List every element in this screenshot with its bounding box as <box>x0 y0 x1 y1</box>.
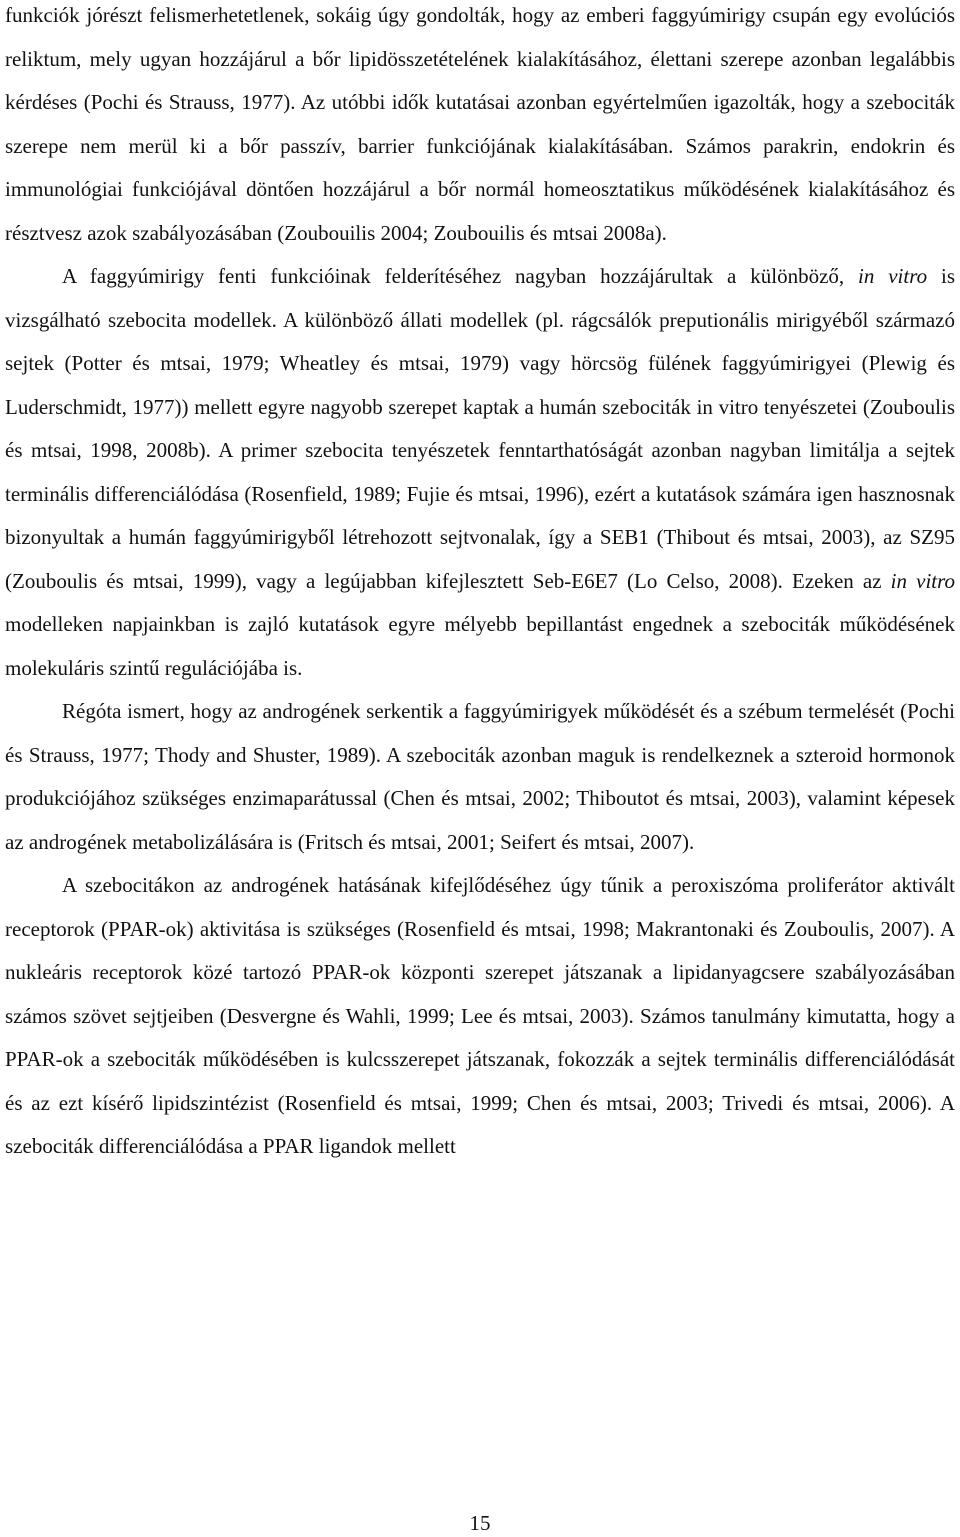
paragraph-text: modelleken napjainkban is zajló kutatások egyre mélyebb bepillantást engednek a szebociták működésének molekuláris szintű regulációjába is. <box>5 612 955 680</box>
document-page <box>5 0 955 1169</box>
body-paragraph <box>5 864 955 1169</box>
body-paragraph <box>5 0 955 255</box>
italic-term: in vitro <box>890 568 956 593</box>
body-paragraph <box>5 690 955 864</box>
page-number: 15 <box>469 1511 491 1535</box>
paragraph-text: funkciók jórészt felismerhetetlenek, sokáig úgy gondolták, hogy az emberi faggyúmirigy csupán egy evolúciós reliktum, mely ugyan hozzájárul a bőr lipidösszetételének kialakításához, élettani szerepe azonban legalábbis kérdéses (Pochi és Strauss, 1977). Az utóbbi idők kutatásai azonban egyértelműen igazolták, hogy a szebociták szerepe nem merül ki a bőr passzív, barrier funkciójának kialakításában. Számos parakrin, endokrin és immunológiai funkciójával döntően hozzájárul a bőr normál homeosztatikus működésének kialakításához és résztvesz azok szabályozásában (Zoubouilis 2004; Zoubouilis és mtsai 2008a). <box>5 3 955 245</box>
paragraph-text: is vizsgálható szebocita modellek. A különböző állati modellek (pl. rágcsálók preputionális mirigyéből származó sejtek (Potter és mtsai, 1979; Wheatley és mtsai, 1979) vagy hörcsög fülének faggyúmirigyei (Plewig és Luderschmidt, 1977)) mellett egyre nagyobb szerepet kaptak a humán szebociták in vitro tenyészetei (Zouboulis és mtsai, 1998, 2008b). A primer szebocita tenyészetek fenntarthatóságát azonban nagyban limitálja a sejtek terminális differenciálódása (Rosenfield, 1989; Fujie és mtsai, 1996), ezért a kutatások számára igen hasznosnak bizonyultak a humán faggyúmirigyből létrehozott sejtvonalak, így a SEB1 (Thibout és mtsai, 2003), az SZ95 (Zouboulis és mtsai, 1999), vagy a legújabban kifejlesztett Seb-E6E7 (Lo Celso, 2008). Ezeken az <box>5 264 955 593</box>
paragraph-text: Régóta ismert, hogy az androgének serkentik a faggyúmirigyek működését és a szébum termelését (Pochi és Strauss, 1977; Thody and Shuster, 1989). A szebociták azonban maguk is rendelkeznek a szteroid hormonok produkciójához szükséges enzimaparátussal (Chen és mtsai, 2002; Thiboutot és mtsai, 2003), valamint képesek az androgének metabolizálására is (Fritsch és mtsai, 2001; Seifert és mtsai, 2007). <box>5 699 955 854</box>
paragraph-text: A faggyúmirigy fenti funkcióinak felderítéséhez nagyban hozzájárultak a különböző, <box>62 264 859 288</box>
body-paragraph <box>5 255 955 690</box>
paragraph-text: A szebocitákon az androgének hatásának kifejlődéséhez úgy tűnik a peroxiszóma proliferátor aktivált receptorok (PPAR-ok) aktivitása is szükséges (Rosenfield és mtsai, 1998; Makrantonaki és Zouboulis, 2007). A nukleáris receptorok közé tartozó PPAR-ok központi szerepet játszanak a lipidanyagcsere szabályozásában számos szövet sejtjeiben (Desvergne és Wahli, 1999; Lee és mtsai, 2003). Számos tanulmány kimutatta, hogy a PPAR-ok a szebociták működésében is kulcsszerepet játszanak, fokozzák a sejtek terminális differenciálódását és az ezt kísérő lipidszintézist (Rosenfield és mtsai, 1999; Chen és mtsai, 2003; Trivedi és mtsai, 2006). A szebociták differenciálódása a PPAR ligandok mellett <box>5 873 955 1158</box>
italic-term: in vitro <box>858 264 928 288</box>
